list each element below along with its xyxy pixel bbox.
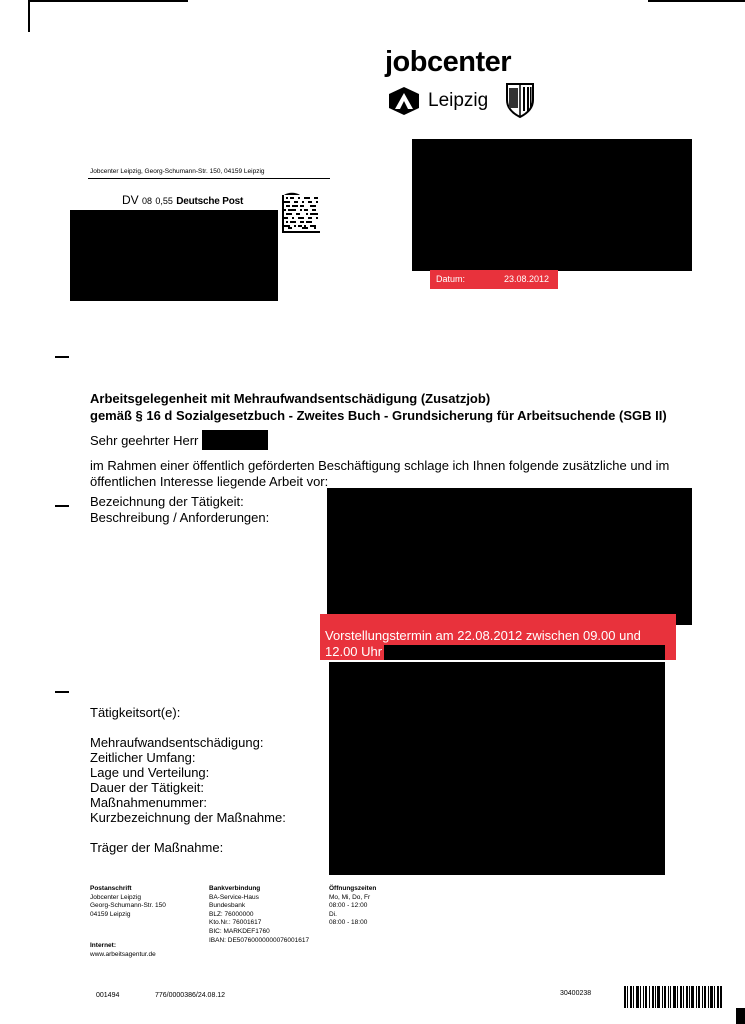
letter-subject [90, 390, 667, 424]
postage-carrier: Deutsche Post [176, 196, 244, 207]
label-dauer: Dauer der Tätigkeit: [90, 780, 204, 795]
label-mehraufwand: Mehraufwandsentschädigung: [90, 735, 264, 750]
sender-address-line: Jobcenter Leipzig, Georg-Schumann-Str. 150, 04159 Leipzig [90, 168, 265, 175]
corner-mark-top-left [28, 0, 30, 32]
footer-postanschrift [90, 885, 166, 919]
fold-mark-2 [55, 505, 69, 507]
redacted-recipient-address [70, 210, 278, 301]
postage-number: 08 [142, 196, 153, 206]
footer-ref-1: 001494 [96, 992, 120, 999]
redacted-name [202, 430, 268, 450]
footer-hours [329, 885, 376, 928]
corner-mark-top-right [648, 0, 745, 2]
sender-underline [88, 178, 330, 179]
date-value: 23.08.2012 [504, 274, 550, 284]
brand-city: Leipzig [428, 90, 489, 111]
corner-mark-top-left-h [28, 0, 188, 2]
label-massnahmenummer: Maßnahmenummer: [90, 795, 208, 810]
label-kurzbezeichnung: Kurzbezeichnung der Maßnahme: [90, 810, 286, 825]
footer-postanschrift-line: Jobcenter Leipzig [90, 893, 141, 901]
label-lage-verteilung: Lage und Verteilung: [90, 765, 210, 780]
footer-bank-line: Bundesbank [209, 902, 246, 910]
footer-ref-2: 776/0000386/24.08.12 [155, 992, 226, 999]
datamatrix-code-icon [282, 195, 320, 233]
arbeitsagentur-logo-icon [388, 86, 420, 116]
footer-bank-line: BLZ: 76000000 [209, 910, 254, 918]
redacted-appointment-tail [384, 645, 665, 660]
footer-bank-line: Kto.Nr.: 76001617 [209, 919, 262, 927]
redacted-contact-block [412, 139, 692, 271]
footer-postanschrift-line: Georg-Schumann-Str. 150 [90, 902, 166, 910]
fold-mark-3 [55, 691, 69, 693]
footer-hours-line: Mo, Mi, Do, Fr [329, 893, 371, 901]
footer-bank-line: IBAN: DE50760000000076001617 [209, 936, 310, 944]
label-taetigkeitsort: Tätigkeitsort(e): [90, 705, 181, 720]
appointment-text: Vorstellungstermin am 22.08.2012 zwischen 09.00 und 12.00 Uhr [325, 628, 641, 659]
footer-bank-line: BA-Service-Haus [209, 893, 259, 901]
leipzig-coat-of-arms-icon [505, 82, 535, 118]
footer-hours-line: 08:00 - 18:00 [329, 919, 368, 927]
postage-imprint [122, 193, 243, 207]
salutation: Sehr geehrter Herr [90, 433, 199, 448]
label-zeitlicher-umfang: Zeitlicher Umfang: [90, 750, 196, 765]
fold-mark-1 [55, 356, 69, 358]
footer-internet-url[interactable]: www.arbeitsagentur.de [90, 950, 156, 958]
footer-ref-3: 30400238 [560, 990, 592, 997]
date-box [430, 270, 558, 289]
label-traeger: Träger der Maßnahme: [90, 840, 224, 855]
postage-code: DV [122, 193, 139, 207]
intro-paragraph: im Rahmen einer öffentlich geförderten Beschäftigung schlage ich Ihnen folgende zusätzliche und im öffentlichen Interesse liegende Arbeit vor: [90, 458, 670, 489]
footer-hours-line: Di. [329, 910, 337, 918]
brand-logo-text: jobcenter [385, 46, 512, 78]
footer-hours-line: 08:00 - 12:00 [329, 902, 368, 910]
date-label: Datum: [436, 274, 466, 284]
subject-line-2: gemäß § 16 d Sozialgesetzbuch - Zweites Buch - Grundsicherung für Arbeitsuchende (SGB II) [90, 408, 667, 423]
footer-internet-title: Internet: [90, 942, 116, 949]
footer-bank-line: BIC: MARKDEF1760 [209, 927, 270, 935]
redacted-details-block [329, 662, 665, 875]
footer-postanschrift-title: Postanschrift [90, 885, 132, 892]
label-taetigkeit: Bezeichnung der Tätigkeit: [90, 494, 244, 509]
barcode-icon [624, 986, 722, 1008]
label-beschreibung: Beschreibung / Anforderungen: [90, 510, 270, 525]
edge-mark-bottom-right [736, 1008, 745, 1024]
footer-bank-title: Bankverbindung [209, 885, 261, 892]
footer-postanschrift-line: 04159 Leipzig [90, 910, 131, 918]
redacted-activity-description [327, 488, 692, 625]
subject-line-1: Arbeitsgelegenheit mit Mehraufwandsentschädigung (Zusatzjob) [90, 391, 491, 406]
footer-hours-title: Öffnungszeiten [329, 885, 377, 892]
footer-bank [209, 885, 309, 945]
footer-internet [90, 942, 156, 959]
postage-price: 0,55 [155, 196, 173, 206]
